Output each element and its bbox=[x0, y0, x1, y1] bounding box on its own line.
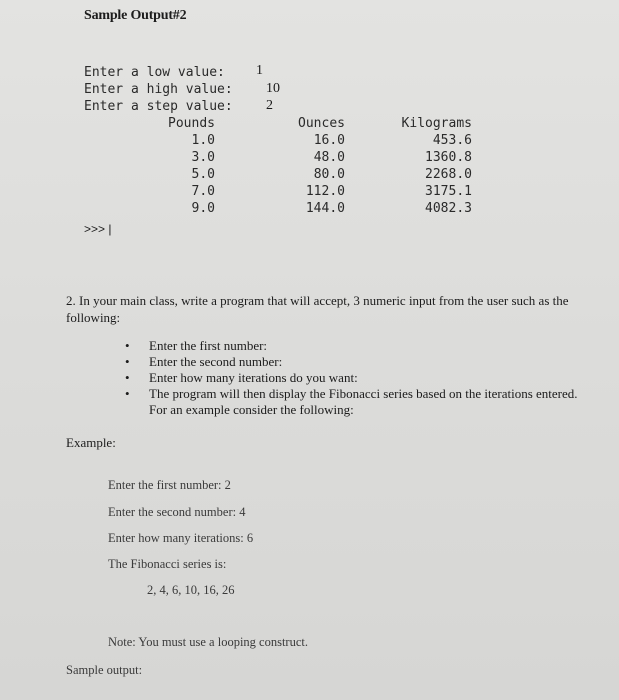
ounces-value: 80.0 bbox=[313, 167, 345, 182]
looping-note: Note: You must use a looping construct. bbox=[108, 635, 308, 649]
prompt-step: Enter a step value: bbox=[84, 99, 233, 114]
kilograms-header: Kilograms bbox=[401, 116, 472, 131]
console-prompts bbox=[84, 64, 233, 115]
bullet-icon: • bbox=[125, 386, 130, 401]
example-line: The Fibonacci series is: bbox=[108, 557, 227, 571]
ounces-value: 144.0 bbox=[305, 201, 345, 216]
example-line: Enter the second number: 4 bbox=[108, 505, 246, 519]
list-item: • Enter the first number: bbox=[125, 338, 268, 353]
ounces-value: 112.0 bbox=[305, 184, 345, 199]
bullet-list bbox=[125, 338, 578, 418]
list-item: • The program will then display the Fibonacci series based on the iterations entered. bbox=[125, 386, 578, 401]
kilograms-value: 453.6 bbox=[432, 133, 472, 148]
list-item-continuation: For an example consider the following: bbox=[149, 402, 354, 417]
pounds-column bbox=[150, 115, 215, 217]
question-line-1: 2. In your main class, write a program that will accept, 3 numeric input from the user such as the bbox=[66, 293, 569, 308]
kilograms-column bbox=[388, 115, 472, 217]
shell-prompt: >>> | bbox=[84, 222, 112, 236]
question-line-2: following: bbox=[66, 310, 121, 325]
prompt-high: Enter a high value: bbox=[84, 82, 233, 97]
pounds-value: 5.0 bbox=[191, 167, 215, 182]
kilograms-value: 2268.0 bbox=[425, 167, 472, 182]
kilograms-value: 4082.3 bbox=[425, 201, 472, 216]
example-line: Enter the first number: 2 bbox=[108, 478, 231, 492]
bullet-icon: • bbox=[125, 370, 130, 385]
pounds-header: Pounds bbox=[168, 116, 215, 131]
ounces-value: 48.0 bbox=[313, 150, 345, 165]
kilograms-value: 3175.1 bbox=[425, 184, 472, 199]
list-item: • Enter how many iterations do you want: bbox=[125, 370, 358, 385]
kilograms-value: 1360.8 bbox=[425, 150, 472, 165]
ounces-column bbox=[280, 115, 345, 217]
sample-output-heading: Sample Output#2 bbox=[84, 8, 187, 23]
pounds-value: 9.0 bbox=[191, 201, 215, 216]
input-step: 2 bbox=[266, 98, 273, 113]
pounds-value: 3.0 bbox=[191, 150, 215, 165]
example-line: Enter how many iterations: 6 bbox=[108, 531, 254, 545]
input-high: 10 bbox=[266, 81, 280, 96]
fibonacci-series: 2, 4, 6, 10, 16, 26 bbox=[147, 583, 235, 597]
question-text bbox=[66, 292, 569, 326]
ounces-header: Ounces bbox=[298, 116, 345, 131]
bullet-icon: • bbox=[125, 338, 130, 353]
ounces-value: 16.0 bbox=[313, 133, 345, 148]
prompt-low: Enter a low value: bbox=[84, 65, 225, 80]
pounds-value: 1.0 bbox=[191, 133, 215, 148]
pounds-value: 7.0 bbox=[191, 184, 215, 199]
list-item: • Enter the second number: bbox=[125, 354, 283, 369]
input-low: 1 bbox=[256, 63, 263, 78]
sample-output-label: Sample output: bbox=[66, 663, 143, 677]
bullet-icon: • bbox=[125, 354, 130, 369]
example-label: Example: bbox=[66, 435, 116, 450]
